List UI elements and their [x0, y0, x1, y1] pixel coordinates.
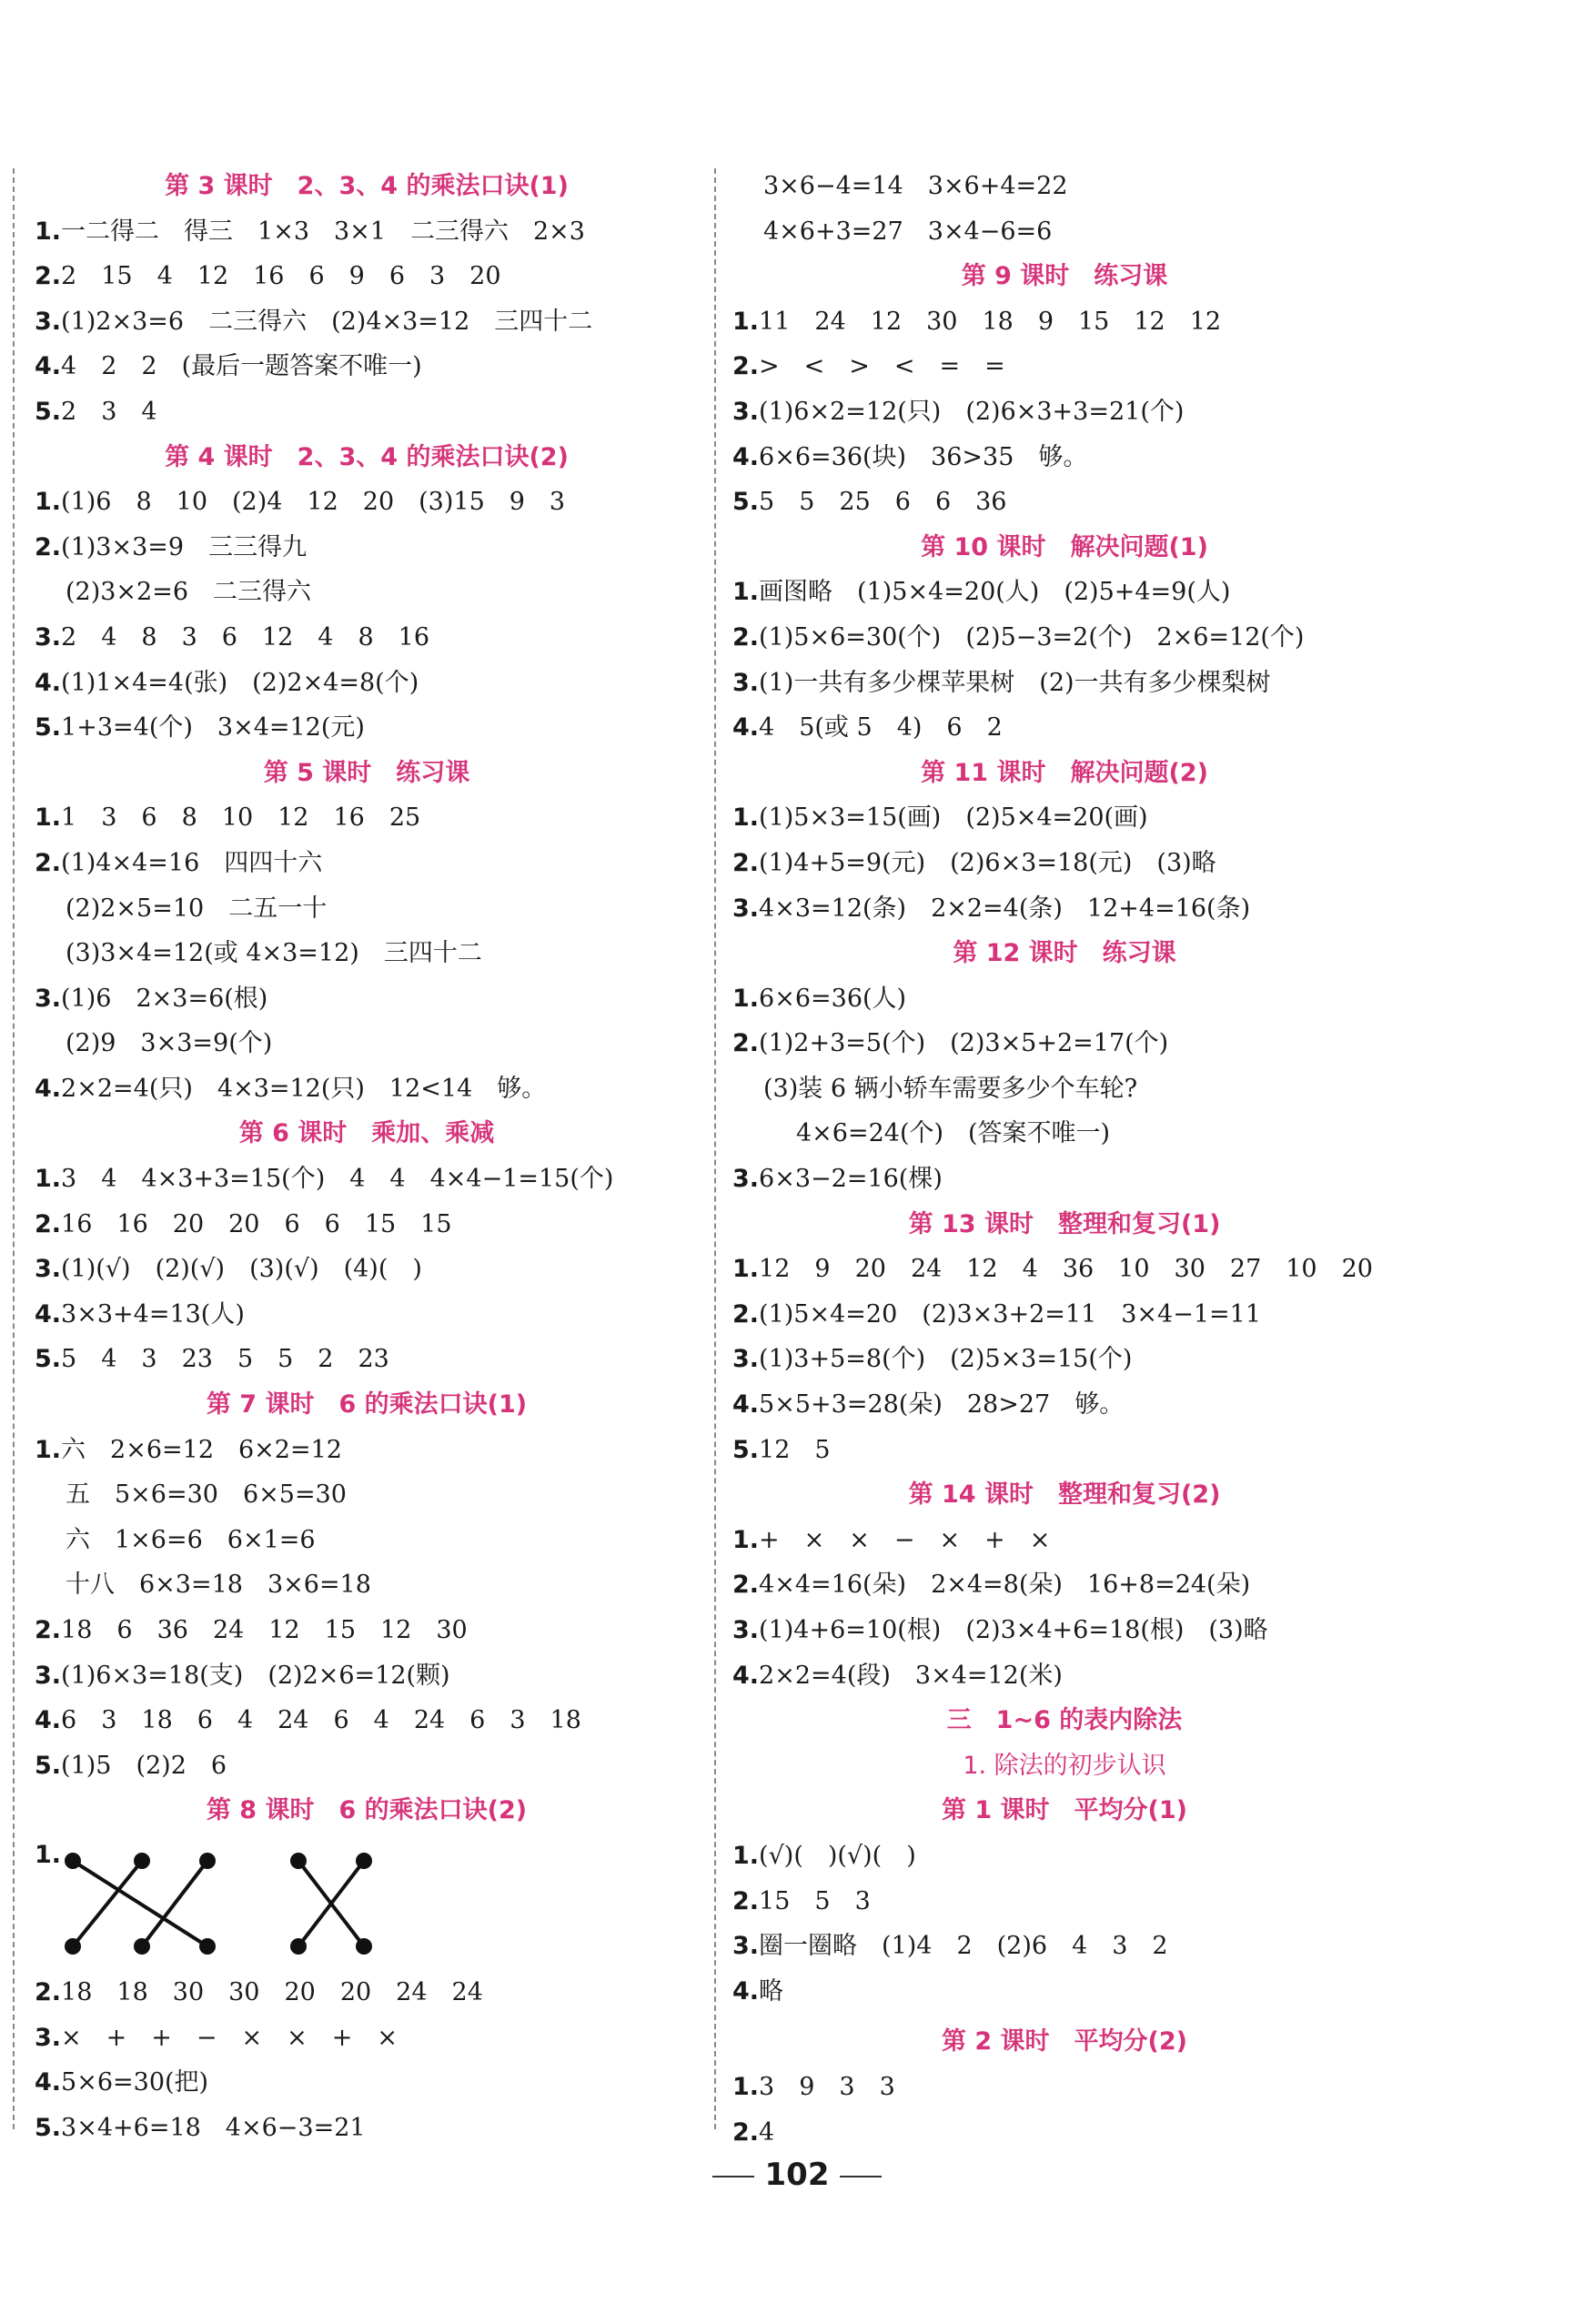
- item-number: 3.: [732, 1165, 760, 1194]
- match-line: [73, 1861, 142, 1946]
- answer-line: [732, 1969, 1397, 2015]
- answer-line: [732, 435, 1397, 480]
- item-number: 4.: [35, 1074, 62, 1103]
- answer-line: [732, 886, 1397, 932]
- match-dot: [292, 1854, 305, 1867]
- match-dot: [358, 1854, 370, 1867]
- answer-text: (1)2×3=6 二三得六 (2)4×3=12 三四十二: [61, 307, 593, 336]
- answer-text: (1)6 2×3=6(根): [61, 984, 268, 1013]
- section-heading: 第 2 课时 平均分(2): [941, 2027, 1188, 2056]
- answer-text: 12 5: [759, 1435, 831, 1464]
- answer-text: 6×6=36(块) 36>35 够。: [759, 442, 1088, 471]
- answer-line: [35, 2016, 699, 2061]
- answer-text: 18 18 30 30 20 20 24 24: [61, 1977, 483, 2006]
- item-number: 4.: [732, 1390, 760, 1420]
- answer-line: [732, 795, 1397, 841]
- answer-line: [732, 2110, 1397, 2156]
- answer-text: 圈一圈略 (1)4 2 (2)6 4 3 2: [759, 1932, 1168, 1961]
- answer-line: [732, 705, 1397, 751]
- item-number: 5.: [35, 2113, 62, 2142]
- answer-text: (√)( )(√)( ): [759, 1841, 916, 1870]
- item-number: 3.: [35, 307, 62, 336]
- answer-line: [732, 1924, 1397, 1969]
- answer-line: (3)装 6 辆小轿车需要多少个车轮?: [763, 1074, 1138, 1103]
- answer-line: [732, 344, 1397, 389]
- match-dot: [136, 1854, 148, 1867]
- item-number: 4.: [35, 2068, 62, 2097]
- item-number: 2.: [732, 1029, 760, 1058]
- answer-text: (1)6×3=18(支) (2)2×6=12(颗): [61, 1661, 450, 1690]
- answer-text: (1)5×4=20 (2)3×3+2=11 3×4−1=11: [759, 1299, 1262, 1329]
- footer-dash-right: [840, 2176, 882, 2177]
- answer-line: [732, 1608, 1397, 1653]
- answer-line: [732, 1428, 1397, 1473]
- answer-text: 12 9 20 24 12 4 36 10 30 27 10 20: [759, 1255, 1373, 1284]
- item-number: 3.: [35, 622, 62, 652]
- match-dot: [201, 1940, 214, 1953]
- answer-line: 4×6+3=27 3×4−6=6: [763, 217, 1053, 246]
- answer-line: [732, 1834, 1397, 1879]
- match-dot: [136, 1940, 148, 1953]
- matching-lines-figure: [35, 1834, 699, 1970]
- item-number: 4.: [35, 352, 62, 381]
- item-number: 5.: [35, 713, 62, 743]
- answer-line: [732, 1157, 1397, 1202]
- answer-text: 六 2×6=12 6×2=12: [61, 1435, 342, 1464]
- section-heading: 第 9 课时 练习课: [961, 262, 1168, 291]
- answer-line: 六 1×6=6 6×1=6: [66, 1525, 316, 1554]
- item-number: 1.: [732, 803, 760, 833]
- answer-line: [35, 705, 699, 751]
- item-number: 2.: [732, 622, 760, 652]
- answer-text: + × × − × + ×: [759, 1525, 1051, 1554]
- section-heading: 第 8 课时 6 的乘法口诀(2): [206, 1796, 528, 1825]
- answer-text: 3 9 3 3: [759, 2072, 895, 2101]
- item-number: 1.: [35, 1435, 62, 1464]
- answer-line: [35, 1292, 699, 1338]
- item-number: 5.: [35, 397, 62, 426]
- answer-line: [732, 1653, 1397, 1699]
- item-number: 2.: [35, 848, 62, 877]
- answer-line: [732, 1879, 1397, 1925]
- answer-text: (1)3+5=8(个) (2)5×3=15(个): [759, 1345, 1133, 1374]
- answer-text: 15 5 3: [759, 1886, 871, 1915]
- answer-line: [35, 661, 699, 706]
- answer-line: [35, 841, 699, 886]
- answer-text: 1+3=4(个) 3×4=12(元): [61, 713, 365, 743]
- page-number: 102: [764, 2157, 830, 2193]
- answer-text: 5 4 3 23 5 5 2 23: [61, 1345, 389, 1374]
- subunit-heading: 1. 除法的初步认识: [963, 1751, 1166, 1780]
- answer-text: 6×3−2=16(棵): [759, 1165, 943, 1194]
- answer-text: 1 3 6 8 10 12 16 25: [61, 803, 421, 833]
- item-number: 2.: [732, 1571, 760, 1600]
- match-dot: [358, 1940, 370, 1953]
- answer-text: 16 16 20 20 6 6 15 15: [61, 1209, 452, 1238]
- answer-line: [732, 976, 1397, 1022]
- match-dot: [292, 1940, 305, 1953]
- answer-text: (1)3×3=9 三三得九: [61, 532, 308, 561]
- item-number: 2.: [35, 262, 62, 291]
- answer-text: (1)4×4=16 四四十六: [61, 848, 323, 877]
- answer-line: [35, 976, 699, 1022]
- item-number: 1.: [732, 1525, 760, 1554]
- item-number: 2.: [732, 1299, 760, 1329]
- answer-text: (1)6×2=12(只) (2)6×3+3=21(个): [759, 397, 1185, 426]
- item-number: 3.: [35, 2023, 62, 2052]
- item-number: 5.: [732, 488, 760, 517]
- item-number: 1.: [732, 2072, 760, 2101]
- item-number: 5.: [35, 1345, 62, 1374]
- answer-line: [732, 841, 1397, 886]
- answer-text: (1)4+5=9(元) (2)6×3=18(元) (3)略: [759, 848, 1216, 877]
- answer-text: 5×5+3=28(朵) 28>27 够。: [759, 1390, 1125, 1420]
- answer-line: [35, 1428, 699, 1473]
- answer-line: (2)9 3×3=9(个): [66, 1029, 273, 1058]
- answer-line: [732, 1518, 1397, 1563]
- match-line: [142, 1861, 207, 1946]
- answer-text: 2 4 8 3 6 12 4 8 16: [61, 622, 430, 652]
- answer-line: 五 5×6=30 6×5=30: [66, 1480, 347, 1510]
- answer-text: (1)(√) (2)(√) (3)(√) (4)( ): [61, 1255, 422, 1284]
- answer-line: [35, 1247, 699, 1292]
- item-number: 4.: [35, 1299, 62, 1329]
- answer-line: [35, 1970, 699, 2016]
- answer-line: (2)3×2=6 二三得六: [66, 578, 312, 607]
- item-number: 1.: [35, 803, 62, 833]
- answer-text: (1)5×6=30(个) (2)5−3=2(个) 2×6=12(个): [759, 622, 1305, 652]
- answer-text: 4×3=12(条) 2×2=4(条) 12+4=16(条): [759, 894, 1251, 923]
- item-number: 3.: [732, 668, 760, 697]
- section-heading: 第 12 课时 练习课: [953, 939, 1176, 968]
- unit-heading: 三 1~6 的表内除法: [946, 1706, 1183, 1735]
- item-number: 2.: [35, 1977, 62, 2006]
- answer-text: (1)6 8 10 (2)4 12 20 (3)15 9 3: [61, 488, 566, 517]
- answer-line: 十八 6×3=18 3×6=18: [66, 1571, 371, 1600]
- answer-line: [35, 2106, 699, 2151]
- answer-line: [35, 480, 699, 525]
- item-number: 4.: [35, 668, 62, 697]
- answer-text: 5 5 25 6 6 36: [759, 488, 1007, 517]
- answer-line: [732, 1292, 1397, 1338]
- matching-lines-drawing: [35, 1834, 544, 1970]
- item-number: 1.: [35, 488, 62, 517]
- item-number: 1.: [35, 217, 62, 246]
- section-heading: 第 6 课时 乘加、乘减: [238, 1119, 495, 1148]
- answer-line: [35, 1653, 699, 1699]
- item-number: 3.: [35, 1255, 62, 1284]
- section-heading: 第 14 课时 整理和复习(2): [908, 1480, 1221, 1510]
- item-number: 2.: [732, 1886, 760, 1915]
- answer-text: × + + − × × + ×: [61, 2023, 398, 2052]
- answer-line: [35, 1608, 699, 1653]
- item-number: 3.: [35, 1661, 62, 1690]
- section-heading: 第 4 课时 2、3、4 的乘法口诀(2): [165, 442, 569, 471]
- item-number: 5.: [35, 1751, 62, 1780]
- answer-text: 2×2=4(只) 4×3=12(只) 12<14 够。: [61, 1074, 547, 1103]
- answer-line: [35, 389, 699, 435]
- item-number: 1.: [732, 1841, 760, 1870]
- answer-text: 4×4=16(朵) 2×4=8(朵) 16+8=24(朵): [759, 1571, 1251, 1600]
- item-number: 3.: [732, 1616, 760, 1644]
- item-number: 2.: [732, 2117, 760, 2147]
- match-dot: [201, 1854, 214, 1867]
- answer-line: (2)2×5=10 二五一十: [66, 894, 328, 923]
- match-line: [73, 1861, 207, 1946]
- answer-text: 3×3+4=13(人): [61, 1299, 245, 1329]
- answer-text: (1)2+3=5(个) (2)3×5+2=17(个): [759, 1029, 1169, 1058]
- page-number-footer: [0, 2157, 1594, 2193]
- answer-line: [732, 1337, 1397, 1382]
- answer-text: 6 3 18 6 4 24 6 4 24 6 3 18: [61, 1706, 581, 1735]
- section-heading: 第 11 课时 解决问题(2): [921, 758, 1208, 787]
- answer-line: [35, 795, 699, 841]
- answer-line: [732, 1382, 1397, 1428]
- section-heading: 第 3 课时 2、3、4 的乘法口诀(1): [165, 172, 569, 200]
- answer-text: > < > < = =: [759, 352, 1005, 381]
- item-number: 2.: [35, 532, 62, 561]
- answer-text: 18 6 36 24 12 15 12 30: [61, 1616, 468, 1644]
- item-number: 3.: [732, 1345, 760, 1374]
- answer-line: [35, 254, 699, 299]
- item-number: 4.: [732, 1661, 760, 1690]
- answer-text: (1)5×3=15(画) (2)5×4=20(画): [759, 803, 1148, 833]
- answer-line: [35, 299, 699, 345]
- item-number: 1.: [732, 1255, 760, 1284]
- answer-text: 3 4 4×3+3=15(个) 4 4 4×4−1=15(个): [61, 1165, 614, 1194]
- item-number: 2.: [732, 848, 760, 877]
- answer-text: 4 2 2 (最后一题答案不唯一): [61, 352, 422, 381]
- section-heading: 第 7 课时 6 的乘法口诀(1): [206, 1390, 528, 1420]
- answer-line: [35, 344, 699, 389]
- answer-line: [732, 1247, 1397, 1292]
- answer-line: 3×6−4=14 3×6+4=22: [763, 172, 1068, 200]
- answer-text: 5×6=30(把): [61, 2068, 209, 2097]
- match-dot: [66, 1940, 79, 1953]
- section-heading: 第 5 课时 练习课: [263, 758, 470, 787]
- answer-line: (3)3×4=12(或 4×3=12) 三四十二: [66, 939, 482, 968]
- item-number: 1.: [732, 578, 760, 607]
- item-number: 2.: [35, 1209, 62, 1238]
- answer-text: 4 5(或 5 4) 6 2: [759, 713, 1003, 743]
- answer-text: 6×6=36(人): [759, 984, 907, 1013]
- answer-line: [35, 1157, 699, 1202]
- answer-text: 2 15 4 12 16 6 9 6 3 20: [61, 262, 501, 291]
- item-number: 1.: [35, 1165, 62, 1194]
- answer-line: [35, 1202, 699, 1248]
- item-number: 4.: [732, 1976, 760, 2006]
- answer-text: 2 3 4: [61, 397, 157, 426]
- right-column: [732, 164, 1397, 2155]
- answer-line: 4×6=24(个) (答案不唯一): [796, 1119, 1111, 1148]
- answer-line: [35, 615, 699, 661]
- answer-text: (1)一共有多少棵苹果树 (2)一共有多少棵梨树: [759, 668, 1271, 697]
- column-divider: [714, 168, 716, 2129]
- answer-line: [732, 1562, 1397, 1608]
- item-number: 4.: [732, 713, 760, 743]
- item-number: 3.: [732, 894, 760, 923]
- answer-line: [35, 2060, 699, 2106]
- item-number: 2.: [35, 1616, 62, 1644]
- answer-line: [732, 299, 1397, 345]
- answer-text: 画图略 (1)5×4=20(人) (2)5+4=9(人): [759, 578, 1231, 607]
- answer-line: [732, 570, 1397, 615]
- item-number: 4.: [35, 1706, 62, 1735]
- left-column: [35, 164, 699, 2150]
- answer-line: [732, 480, 1397, 525]
- answer-text: 4: [759, 2117, 775, 2147]
- answer-line: [35, 1066, 699, 1112]
- answer-line: [732, 661, 1397, 706]
- answer-text: 略: [759, 1976, 784, 2006]
- answer-line: [35, 1743, 699, 1789]
- item-number: 1.: [732, 984, 760, 1013]
- item-number: 1.: [35, 1840, 62, 1869]
- answer-line: [732, 389, 1397, 435]
- item-number: 4.: [732, 442, 760, 471]
- answer-line: [35, 1337, 699, 1382]
- item-number: 3.: [732, 1932, 760, 1961]
- answer-text: (1)5 (2)2 6: [61, 1751, 227, 1780]
- item-number: 5.: [732, 1435, 760, 1464]
- answer-line: [732, 615, 1397, 661]
- answer-text: 一二得二 得三 1×3 3×1 二三得六 2×3: [61, 217, 585, 246]
- section-heading: 第 1 课时 平均分(1): [941, 1796, 1188, 1825]
- section-heading: 第 10 课时 解决问题(1): [921, 532, 1208, 561]
- answer-text: (1)4+6=10(根) (2)3×4+6=18(根) (3)略: [759, 1616, 1268, 1644]
- answer-text: 3×4+6=18 4×6−3=21: [61, 2113, 366, 2142]
- match-dot: [66, 1854, 79, 1867]
- answer-text: 11 24 12 30 18 9 15 12 12: [759, 307, 1222, 336]
- section-heading: 第 13 课时 整理和复习(1): [908, 1209, 1221, 1238]
- answer-line: [732, 1021, 1397, 1066]
- item-number: 3.: [35, 984, 62, 1013]
- answer-text: (1)1×4=4(张) (2)2×4=8(个): [61, 668, 419, 697]
- item-number: 2.: [732, 352, 760, 381]
- item-number: 1.: [732, 307, 760, 336]
- left-margin-dashed-line: [13, 168, 15, 2129]
- answer-line: [35, 1698, 699, 1743]
- item-number: 3.: [732, 397, 760, 426]
- answer-text: 2×2=4(段) 3×4=12(米): [759, 1661, 1063, 1690]
- footer-dash-left: [712, 2176, 754, 2177]
- answer-line: [35, 525, 699, 571]
- answer-line: [732, 2065, 1397, 2110]
- answer-line: [35, 209, 699, 255]
